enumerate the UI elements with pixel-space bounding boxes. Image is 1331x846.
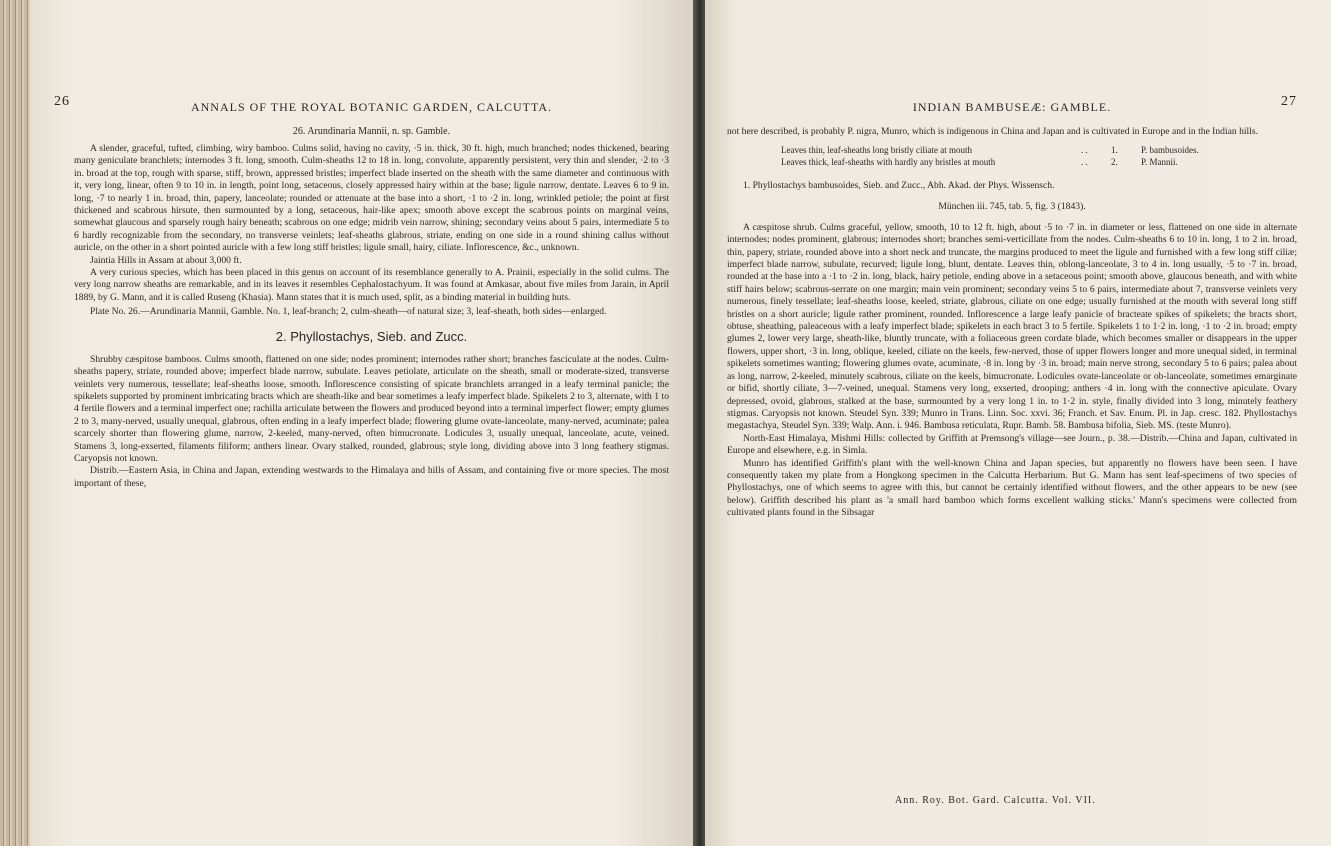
left-running-head: ANNALS OF THE ROYAL BOTANIC GARDEN, CALCUTTA. (190, 100, 553, 114)
left-page-number: 26 (54, 94, 70, 109)
genus-heading: 2. Phyllostachys, Sieb. and Zucc. (275, 328, 468, 344)
key-dots: . . (1081, 145, 1088, 156)
synonym-line-2: München iii. 745, tab. 5, fig. 3 (1843). (938, 200, 1086, 212)
left-page (30, 0, 695, 846)
species-title: 26. Arundinaria Mannii, n. sp. Gamble. (292, 126, 451, 137)
key-name: P. bambusoides. (1141, 145, 1199, 156)
right-page-number: 27 (1281, 94, 1297, 109)
intro-paragraph: not here described, is probably P. nigra, Munro, which is indigenous in China and Japan and is cultivated in Europe and in the Indian hills. (727, 126, 1259, 137)
synonym-line-1: 1. Phyllostachys bambusoides, Sieb. and Zucc., Abh. Akad. der Phys. Wissensch. (743, 180, 1055, 192)
species-discussion: A very curious species, which has been placed in this genus on account of its resemblance generally to A. Prainii, especially in the solid culms. The very long narrow sheaths are remarkable, and in its leaves it resembles Cephalostachyum. It was found at Amkasar, about five miles from Jarain, in April 1889, by G. Mann, and it is called Ruseng (Khasia). Mann states that it is much used, split, as a binding material in building huts. (74, 267, 669, 303)
species-key (781, 144, 1297, 168)
left-header (54, 94, 669, 118)
key-text: Leaves thick, leaf-sheaths with hardly any bristles at mouth (781, 157, 996, 168)
species-description: A slender, graceful, tufted, climbing, wiry bamboo. Culms solid, having no cavity, ·5 in. thick, 30 ft. high, much branched; nodes thickened, bearing many geniculate branchlets; internodes 3 ft. long, smooth. Culm-sheaths 12 to 18 in. long, convolute, apparently persistent, very thin and slender, ·2 to ·3 in. broad at the top, rough with sparse, stiff, brown, appressed bristles; imperfect blade inserted on the sheath with the same diameter and continuous with it, very long, linear, often 9 to 10 in. in length, point long, setaceous, closely appressed hairy within at the base; ligule narrow, dentate. Leaves 6 to 9 in. long, ·7 to nearly 1 in. broad, thin, papery, lanceolate; rounded or attenuate at the base into a short, ·1 to ·2 in. long, wrinkled petiole; the point at first thickened and scabrous hirsute, then surmounted by a long, setaceous, hair-like apex; smooth above except the scabrous points on marginal veins, somewhat glaucous and sparsely rough hairy beneath; scabrous on one edge; midrib vein narrow, shining; secondary veins about 5 pairs, intermediate 5 to 6 hardly recognizable from the secondary, no transverse veinlets; leaf-sheaths glabrous, striate, ending on one side in a round shining callus without auricle, on the other in a short pointed auricle with a few long stiff bristles; ligule small, hairy, ciliate. Inflorescence, &c., unknown. (74, 143, 669, 254)
key-dots: . . (1081, 157, 1088, 168)
key-name: P. Mannii. (1141, 157, 1178, 168)
species-discussion-right: Munro has identified Griffith's plant with the well-known China and Japan species, but apparently no flowers have been seen. I have consequently taken my plate from a Hongkong specimen in the Calcutta Herbarium. But G. Mann has sent leaf-specimens of two species of Phyllostachys, one of which seems to agree with this, but cannot be certainly identified without flowers, and the other appears to be new (see below). Griffith described his plant as 'a small hard bamboo which forms excellent walking sticks.' Mann's specimens were collected from cultivated plants found in the Sibsagar (727, 457, 1297, 519)
right-page (705, 0, 1331, 846)
key-row (781, 156, 1297, 168)
species-description-right: A cæspitose shrub. Culms graceful, yellow, smooth, 10 to 12 ft. high, about ·5 to ·7 in. in diameter or less, flattened on one side in alternate internodes; nodes prominent, glabrous; internodes short; branches semi-verticillate from the nodes. Culm-sheaths 6 to 10 in. long, 1 to 2 in. broad, thin, papery, striate, rounded above into a short neck and truncate, the margins produced to meet the ligule and furnished with a few long stiff ciliæ; imperfect blade narrow, subulate, recurved; ligule long, blunt, dentate. Leaves thin, oblong-lanceolate, 3 to 4 in. long usually, ·5 to ·7 in. broad, rounded at the base into a ·1 to ·2 in. long, black, hairy petiole, ending above in a setaceous point; smooth above, glaucous beneath, and with white stiff hairs below; scabrous-serrate on one margin; main vein prominent; secondary veins 5 to 6 pairs, intermediate about 7, transverse veinlets very numerous, finely tessellate; leaf-sheaths loose, keeled, striate, glabrous, ciliate on one edge; usually furnished at the mouth with several long stiff bristles on a short auricle; ligule rather prominent, rounded. Inflorescence a large leafy panicle of bracteate spikes of spikelets; the bracts short, obtuse, sheathing, paleaceous with a leafy imperfect blade; spikelets in each bract 3 to 5 fertile. Spikelets 1 to 1·2 in. long, ·1 to ·2 in. broad; empty glumes 2, lower very large, sheath-like, bluntly truncate, with a foliaceous green cordate blade, which becomes smaller or disappears in the upper flowers, upper short, ·3 in. long, oblique, keeled, ciliate on the keels, few-nerved, those of upper flowers longer and more unequal sided, in terminal spikelets sometimes wanting; flowering glumes ovate, acuminate, ·8 in. long by ·3 in. broad; main nerve strong, secondary 5 to 6 pairs; palea about as long, narrow, 2-keeled, minutely scabrous, ciliate on the keels, bimucronate. Lodicules ovate-lanceolate or ob-lanceolate, sometimes emarginate or bifid, shortly ciliate, 3—7-veined, unequal. Stamens very long, exserted, drooping; anthers ·4 in. long with the connective apiculate. Ovary depressed, ovoid, glabrous, stalked at the base, surmounted by a very long 1 in. to 1·2 in. style, finally divided into 3 long, minutely feathery stigmas. Caryopsis not known. Steudel Syn. 339; Munro in Trans. Linn. Soc. xxvi. 36; Franch. et Sav. Enum. Pl. in Jap. cresc. 182. Phyllostachys megastachya, Steudel Syn. 339; Walp. Ann. i. 946. Bambusa reticulata, Rupr. Bamb. 58. Bambusa bifolia, Sieb. MS. (teste Munro). (727, 221, 1297, 432)
genus-description: Shrubby cæspitose bamboos. Culms smooth, flattened on one side; nodes prominent; internodes rather short; branches fasciculate at the nodes. Culm-sheaths papery, striate, rounded above; imperfect blade narrow, subulate. Leaves petiolate, articulate on the sheath, small or moderate-sized, transverse veinlets very numerous, tessellate; leaf-sheaths loose, smooth. Inflorescence consisting of spicate branchlets arranged in a leafy terminal panicle; the spikelets supported by prominent imbricating bracts which are sheath-like and bear sometimes a leafy imperfect blade. Spikelets 2 to 3, alternate, with 1 to 4 fertile flowers and a terminal imperfect one; rachilla articulate between the flowers and produced beyond into a terminal imperfect flower; empty glumes 2 to 3, many-nerved, usually unequal, glabrous, often ending in a leafy imperfect blade; flowering glume ovate-lanceolate, many-nerved, acuminate; palea scarcely shorter than flowering glume, narrow, 2-keeled, many-nerved, often bimucronate. Lodicules 3, usually unequal, lanceolate, acute, veined. Stamens 3, long-exserted, filaments filiform; anthers linear. Ovary stalked, rounded, glabrous; style long, dividing above into 3 long feathery stigmas. Caryopsis not known. (74, 353, 669, 464)
genus-distribution: Distrib.—Eastern Asia, in China and Japan, extending westwards to the Himalaya and hills of Assam, and containing five or more species. The most important of these, (74, 465, 669, 489)
key-row (781, 144, 1297, 156)
key-number: 2. (1111, 157, 1118, 168)
key-number: 1. (1111, 145, 1118, 156)
right-running-head: INDIAN BAMBUSEÆ: GAMBLE. (912, 100, 1112, 114)
key-text: Leaves thin, leaf-sheaths long bristly ciliate at mouth (781, 145, 972, 156)
plate-caption: Plate No. 26.—Arundinaria Mannii, Gamble. No. 1, leaf-branch; 2, culm-sheath—of natural size; 3, leaf-sheath, both sides—enlarged. (90, 306, 607, 318)
right-header (727, 94, 1297, 118)
species-locality-right: North-East Himalaya, Mishmi Hills: collected by Griffith at Premsong's village—see Journ., p. 38.—Distrib.—China and Japan, cultivated in Europe and elsewhere, e.g. in Simla. (727, 432, 1297, 457)
page-footer: Ann. Roy. Bot. Gard. Calcutta. Vol. VII. (895, 795, 1096, 806)
species-locality: Jaintia Hills in Assam at about 3,000 ft. (90, 254, 242, 266)
